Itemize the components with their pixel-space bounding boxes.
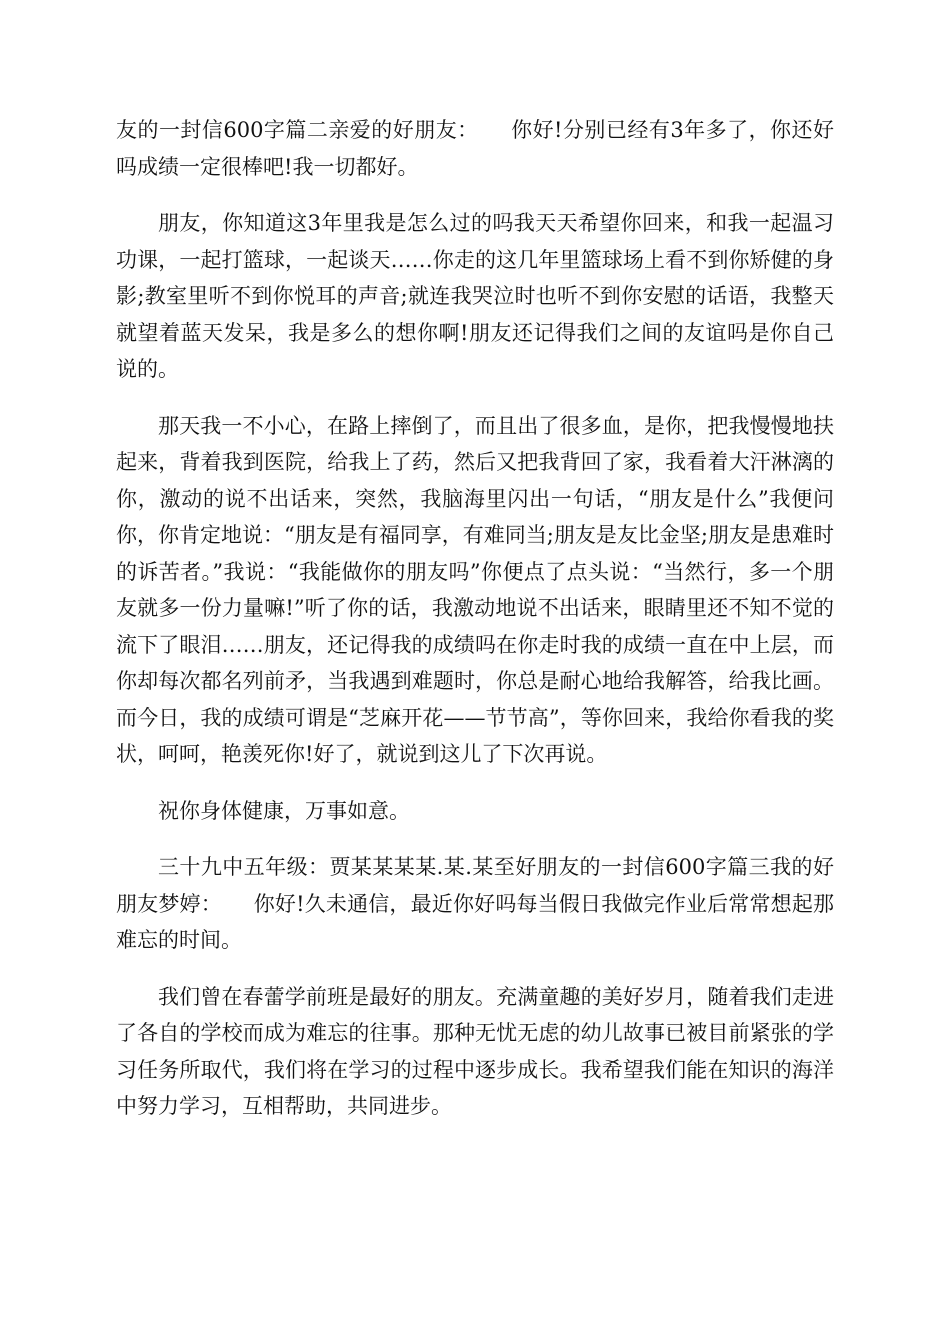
- document-page: [116, 112, 834, 1145]
- paragraph-letter-greeting: 友的一封信600字篇二亲爱的好朋友： 你好!分别已经有3年多了，你还好吗成绩一定很棒吧!我一切都好。: [116, 118, 834, 179]
- paragraph-missing-friend: 朋友，你知道这3年里我是怎么过的吗我天天希望你回来，和我一起温习功课，一起打篮球，一起谈天……你走的这几年里篮球场上看不到你矫健的身影;教室里听不到你悦耳的声音;就连我哭泣时也听不到你安慰的话语，我整天就望着蓝天发呆，我是多么的想你啊!朋友还记得我们之间的友谊吗是你自己说的。: [116, 211, 834, 381]
- paragraph-letter-three-opening: 三十九中五年级：贾某某某某.某.某至好朋友的一封信600字篇三我的好朋友梦婷： 你好!久未通信，最近你好吗每当假日我做完作业后常常想起那难忘的时间。: [116, 855, 834, 952]
- paragraph-wishes: 祝你身体健康，万事如意。: [158, 798, 410, 823]
- paragraph-kindergarten: 我们曾在春蕾学前班是最好的朋友。充满童趣的美好岁月，随着我们走进了各自的学校而成为难忘的往事。那种无忧无虑的幼儿故事已被目前紧张的学习任务所取代，我们将在学习的过程中逐步成长。我希望我们能在知识的海洋中努力学习，互相帮助，共同进步。: [116, 984, 834, 1118]
- paragraph-memory: 那天我一不小心，在路上摔倒了，而且出了很多血，是你，把我慢慢地扶起来，背着我到医院，给我上了药，然后又把我背回了家，我看着大汗淋漓的你，激动的说不出话来，突然，我脑海里闪出一句话，“朋友是什么”我便问你，你肯定地说：“朋友是有福同享，有难同当;朋友是友比金坚;朋友是患难时的诉苦者。”我说：“我能做你的朋友吗”你便点了点头说：“当然行，多一个朋友就多一份力量嘛!”听了你的话，我激动地说不出话来，眼睛里还不知不觉的流下了眼泪……朋友，还记得我的成绩吗在你走时我的成绩一直在中上层，而你却每次都名列前矛，当我遇到难题时，你总是耐心地给我解答，给我比画。而今日，我的成绩可谓是“芝麻开花——节节高”，等你回来，我给你看我的奖状，呵呵，艳羡死你!好了，就说到这儿了下次再说。: [116, 413, 834, 766]
